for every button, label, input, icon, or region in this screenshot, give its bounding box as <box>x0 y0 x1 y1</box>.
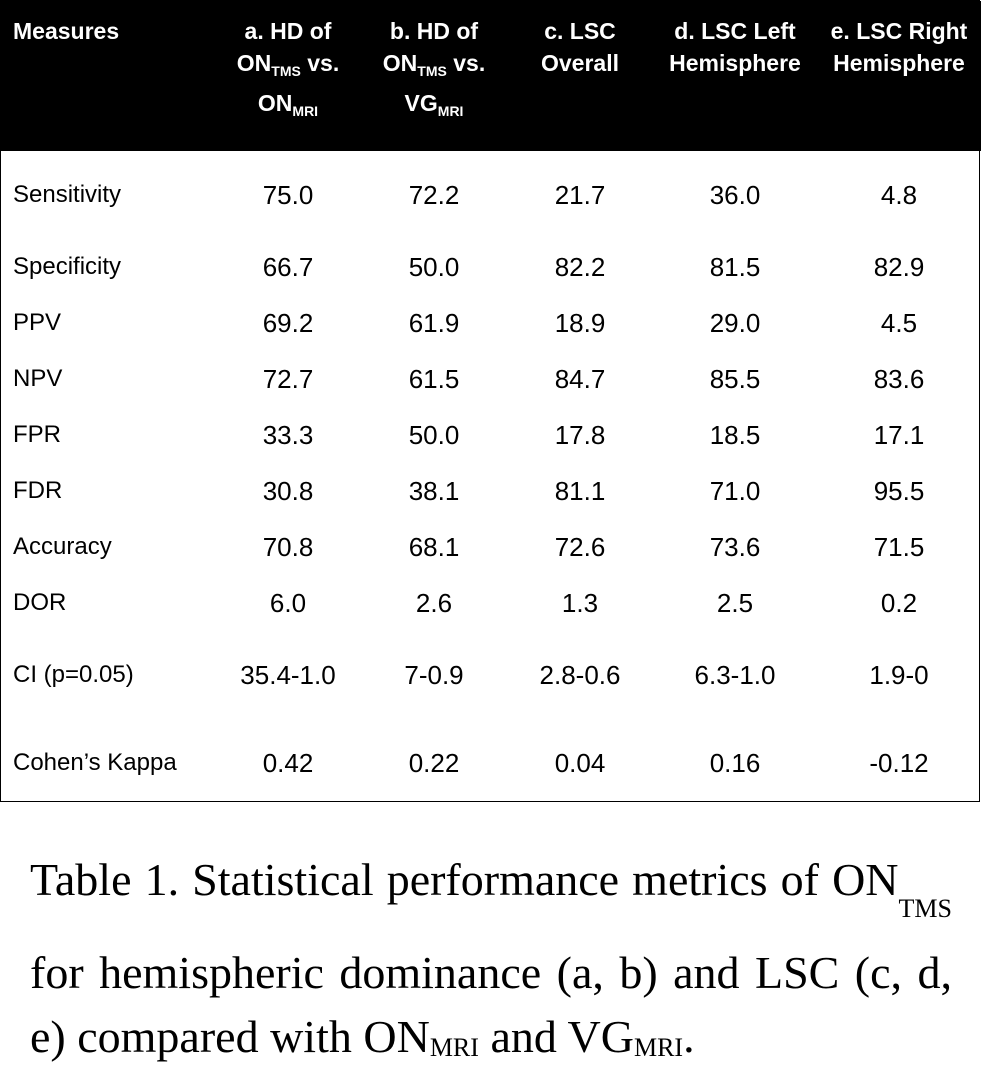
cell-col-e: 82.9 <box>873 251 925 282</box>
cell-col-c: 2.8-0.6 <box>539 659 621 690</box>
cell-col-c: 18.9 <box>554 307 606 338</box>
table-row <box>1 631 981 719</box>
cell-col-d: 29.0 <box>709 307 761 338</box>
cell-col-e: 71.5 <box>873 531 925 562</box>
header-col-e: e. LSC Right Hemisphere <box>830 18 968 76</box>
cell-col-b: 7-0.9 <box>404 659 464 690</box>
table-row <box>1 295 981 351</box>
cell-col-b: 50.0 <box>408 419 460 450</box>
metrics-table <box>1 1 981 807</box>
cell-col-c: 0.04 <box>554 747 606 778</box>
cell-col-d: 2.5 <box>716 587 754 618</box>
table-row <box>1 407 981 463</box>
cell-col-e: 17.1 <box>873 419 925 450</box>
row-label: Cohen’s Kappa <box>13 749 177 776</box>
cell-col-d: 81.5 <box>709 251 761 282</box>
cell-col-a: 35.4-1.0 <box>240 659 336 690</box>
cell-col-d: 85.5 <box>709 363 761 394</box>
header-col-d: d. LSC Left Hemisphere <box>669 18 801 76</box>
row-label: Sensitivity <box>13 181 122 208</box>
cell-col-b: 72.2 <box>408 179 460 210</box>
cell-col-e: 95.5 <box>873 475 925 506</box>
cell-col-b: 61.9 <box>408 307 460 338</box>
cell-col-e: -0.12 <box>869 747 929 778</box>
table-body <box>1 151 981 807</box>
row-label: FPR <box>13 421 61 448</box>
cell-col-e: 1.9-0 <box>869 659 929 690</box>
cell-col-a: 70.8 <box>262 531 314 562</box>
cell-col-a: 0.42 <box>262 747 314 778</box>
table-row <box>1 239 981 295</box>
cell-col-d: 0.16 <box>709 747 761 778</box>
row-label: Accuracy <box>13 533 112 560</box>
cell-col-e: 4.8 <box>880 179 918 210</box>
table-row <box>1 719 981 807</box>
cell-col-d: 36.0 <box>709 179 761 210</box>
cell-col-a: 66.7 <box>262 251 314 282</box>
cell-col-a: 6.0 <box>269 587 307 618</box>
cell-col-a: 33.3 <box>262 419 314 450</box>
cell-col-d: 71.0 <box>709 475 761 506</box>
cell-col-b: 50.0 <box>408 251 460 282</box>
row-label: DOR <box>13 589 67 616</box>
cell-col-a: 69.2 <box>262 307 314 338</box>
header-col-b: b. HD of $ON_{TMS}$ vs. $VG_{MRI}$ <box>382 18 486 119</box>
table-row <box>1 519 981 575</box>
cell-col-b: 2.6 <box>415 587 453 618</box>
cell-col-d: 18.5 <box>709 419 761 450</box>
table-row <box>1 151 981 239</box>
row-label: PPV <box>13 309 62 336</box>
cell-col-e: 0.2 <box>880 587 918 618</box>
row-label: Specificity <box>13 253 122 280</box>
cell-col-c: 1.3 <box>561 587 599 618</box>
cell-col-b: 61.5 <box>408 363 460 394</box>
table-header-row <box>1 1 981 151</box>
cell-col-e: 83.6 <box>873 363 925 394</box>
cell-col-a: 75.0 <box>262 179 314 210</box>
row-label: NPV <box>13 365 63 392</box>
cell-col-c: 21.7 <box>554 179 606 210</box>
header-measures: Measures <box>13 18 120 44</box>
row-label: CI (p=0.05) <box>13 661 134 688</box>
table-row <box>1 463 981 519</box>
row-label: FDR <box>13 477 63 504</box>
cell-col-c: 81.1 <box>554 475 606 506</box>
cell-col-c: 82.2 <box>554 251 606 282</box>
cell-col-e: 4.5 <box>880 307 918 338</box>
cell-col-a: 30.8 <box>262 475 314 506</box>
header-col-a: a. HD of $ON_{TMS}$ vs. $ON_{MRI}$ <box>236 18 340 119</box>
cell-col-d: 73.6 <box>709 531 761 562</box>
table-row <box>1 575 981 631</box>
header-col-c: c. LSC Overall <box>541 18 619 76</box>
cell-col-b: 0.22 <box>408 747 460 778</box>
table-row <box>1 351 981 407</box>
cell-col-c: 72.6 <box>554 531 606 562</box>
cell-col-d: 6.3-1.0 <box>694 659 776 690</box>
table-caption: Table 1. Statistical performance metrics of $ON_{TMS}$ for hemispheric dominance (a, b) and LSC (c, d, e) compared with ONMRI and VGMRI. <box>30 854 952 1062</box>
cell-col-c: 17.8 <box>554 419 606 450</box>
cell-col-a: 72.7 <box>262 363 314 394</box>
cell-col-c: 84.7 <box>554 363 606 394</box>
cell-col-b: 38.1 <box>408 475 460 506</box>
cell-col-b: 68.1 <box>408 531 460 562</box>
